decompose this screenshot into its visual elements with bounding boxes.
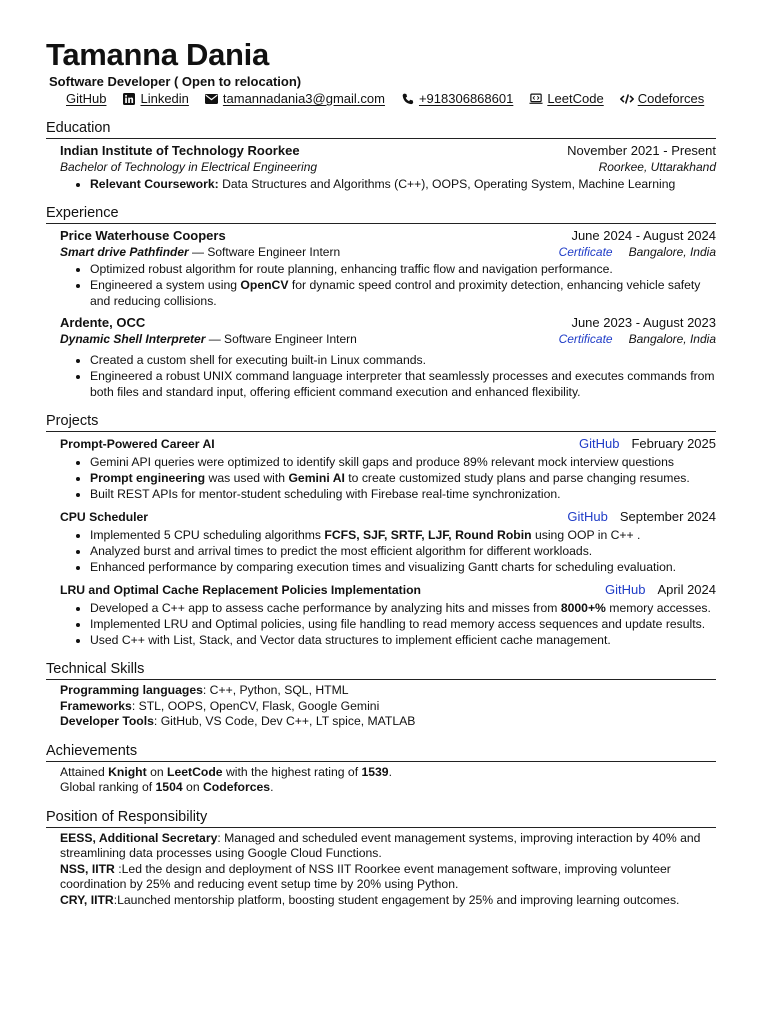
experience-dates: June 2024 - August 2024 [571, 228, 716, 243]
bullet-text: Analyzed burst and arrival times to predict the most efficient algorithm for different workloads. [90, 544, 593, 558]
project-github-link[interactable]: GitHub [604, 582, 646, 597]
education-location: Roorkee, Uttarakhand [598, 160, 716, 174]
contact-phone[interactable] [401, 90, 513, 107]
bullet-bold-text: OpenCV [240, 278, 289, 292]
certificate-link[interactable]: Certificate [558, 332, 613, 346]
degree: Bachelor of Technology in Electrical Engineering [60, 160, 318, 174]
contact-leetcode[interactable] [529, 90, 603, 107]
achievement-text: with the highest rating of [222, 764, 362, 779]
institution-name: Indian Institute of Technology Roorkee [60, 143, 300, 158]
contact-bar [48, 90, 716, 107]
list-item [90, 527, 716, 543]
achievement-text: on [146, 764, 168, 779]
achievement-line [60, 765, 716, 781]
list-item [90, 486, 716, 502]
bullet-text: Engineered a robust UNIX command language interpreter that seamlessly processes and executes commands from both files and standard input, offering efficient command execution and enhanced flexibility. [90, 369, 715, 399]
responsibility-label: NSS, IITR [60, 861, 115, 876]
achievement-bold-text: Codeforces [203, 780, 271, 794]
bullet-bold-text: 8000+% [560, 601, 606, 615]
education-section [46, 119, 716, 192]
achievement-text: Global ranking of [60, 780, 156, 794]
project-meta [579, 435, 716, 452]
bullet-text: Used C++ with List, Stack, and Vector data structures to implement efficient cache management. [90, 633, 611, 647]
achievements-section [46, 742, 716, 796]
responsibility-label: CRY, IITR [60, 892, 114, 907]
project-title: LRU and Optimal Cache Replacement Policies Implementation [60, 583, 421, 597]
skill-label: Developer Tools [60, 714, 154, 728]
bullet-bold-text: FCFS, SJF, SRTF, LJF, Round Robin [324, 528, 532, 542]
role-title: — Software Engineer Intern [205, 332, 357, 346]
bullet-text: was used with [205, 471, 289, 485]
experience-meta [559, 244, 716, 260]
bullet-text: for dynamic speed control and proximity detection, enhancing vehicle safety and reducing collisions. [90, 278, 701, 308]
bullet-text: Optimized robust algorithm for route planning, enhancing traffic flow and navigation performance. [90, 262, 613, 276]
experience-location: Bangalore, India [628, 245, 716, 259]
candidate-name: Tamanna Dania [46, 37, 269, 72]
experience-bullets [60, 261, 716, 309]
company-name: Ardente, OCC [60, 315, 146, 330]
experience-subheader [60, 244, 716, 260]
responsibility-line [60, 862, 716, 893]
bullet-text: Enhanced performance by comparing execution times and visualizing Gantt charts for scheduling evaluation. [90, 560, 677, 574]
responsibility-heading: Position of Responsibility [46, 808, 716, 828]
education-heading: Education [46, 119, 716, 139]
skill-value: : STL, OOPS, OpenCV, Flask, Google Gemini [131, 698, 380, 713]
projects-heading: Projects [46, 412, 716, 432]
company-name: Price Waterhouse Coopers [60, 228, 226, 243]
project-name: Dynamic Shell Interpreter [60, 332, 206, 346]
project-github-link[interactable]: GitHub [567, 509, 608, 524]
contact-linkedin-link[interactable]: Linkedin [140, 91, 189, 106]
project-entry [60, 508, 716, 575]
experience-list [46, 227, 716, 400]
responsibility-section [46, 808, 716, 909]
skills-section [46, 660, 716, 730]
bullet-text: using OOP in C++ . [531, 528, 641, 542]
projects-list [46, 435, 716, 648]
experience-dates: June 2023 - August 2023 [571, 315, 716, 330]
linkedin-icon [122, 92, 136, 105]
project-title: CPU Scheduler [60, 510, 149, 524]
list-item [90, 600, 716, 616]
education-entry [60, 142, 716, 192]
bullet-text: Built REST APIs for mentor-student scheduling with Firebase real-time synchronization. [90, 487, 561, 501]
responsibility-value: : Managed and scheduled event management systems, improving interaction by 40% and streamlining data processes using Google Cloud Functions. [60, 830, 701, 860]
achievement-text: on [182, 780, 203, 794]
skills-list [60, 683, 716, 730]
experience-header [60, 314, 716, 331]
project-bullets [60, 527, 716, 575]
bullet-bold-text: Gemini AI [288, 471, 345, 485]
project-header [60, 508, 716, 526]
certificate-link[interactable]: Certificate [558, 245, 613, 259]
skills-heading: Technical Skills [46, 660, 716, 680]
responsibility-line [60, 893, 716, 909]
skill-label: Frameworks [60, 698, 132, 713]
experience-meta [559, 331, 716, 347]
achievement-bold-text: LeetCode [167, 764, 223, 779]
list-item [90, 277, 716, 309]
bullet-text: Engineered a system using [90, 278, 241, 292]
experience-subheader [60, 331, 716, 347]
skill-value: : GitHub, VS Code, Dev C++, LT spice, MATLAB [153, 714, 416, 728]
experience-location: Bangalore, India [628, 332, 716, 346]
achievement-text: . [270, 780, 274, 794]
achievement-bold-text: 1539 [361, 764, 389, 779]
skill-value: : C++, Python, SQL, HTML [202, 683, 349, 697]
list-item [90, 559, 716, 575]
coursework-label: Relevant Coursework: [90, 177, 219, 191]
contact-linkedin[interactable] [122, 90, 188, 107]
contact-github[interactable] [48, 90, 106, 107]
skill-line [60, 683, 716, 699]
education-dates: November 2021 - Present [567, 143, 716, 158]
project-entry [60, 581, 716, 648]
responsibility-value: :Launched mentorship platform, boosting student engagement by 25% and improving learning outcomes. [113, 892, 680, 907]
list-item [90, 261, 716, 277]
project-title: Prompt-Powered Career AI [60, 437, 215, 451]
coursework-text: Data Structures and Algorithms (C++), OOPS, Operating System, Machine Learning [218, 177, 676, 191]
experience-entry [60, 314, 716, 400]
responsibility-line [60, 831, 716, 862]
bullet-text: Created a custom shell for executing built-in Linux commands. [90, 353, 426, 367]
contact-codeforces-link[interactable]: Codeforces [637, 91, 705, 106]
achievement-text: . [388, 764, 392, 779]
bullet-text: Implemented 5 CPU scheduling algorithms [90, 528, 325, 542]
role-title: — Software Engineer Intern [188, 245, 341, 259]
list-item [90, 176, 716, 192]
contact-github-link[interactable]: GitHub [66, 91, 107, 106]
list-item [90, 632, 716, 648]
phone-icon [401, 92, 415, 105]
skill-line [60, 714, 716, 730]
bullet-text: Implemented LRU and Optimal policies, using file handling to read memory access sequences and update results. [90, 617, 706, 631]
achievement-bold-text: Knight [108, 764, 147, 779]
project-bullets [60, 454, 716, 502]
achievement-bold-text: 1504 [155, 780, 183, 794]
achievements-list [60, 765, 716, 796]
responsibility-list [60, 831, 716, 909]
code-icon [620, 92, 634, 105]
project-name: Smart drive Pathfinder [60, 245, 189, 259]
candidate-role: Software Developer ( Open to relocation) [49, 74, 302, 89]
list-item [90, 616, 716, 632]
experience-role [60, 244, 340, 260]
project-meta [567, 508, 716, 525]
list-item [90, 368, 716, 400]
responsibility-value: :Led the design and deployment of NSS IIT Roorkee event management software, improving volunteer coordination by 25% and reducing event setup time by 20% using Python. [60, 861, 671, 891]
experience-bullets [60, 352, 716, 400]
project-date: February 2025 [631, 436, 716, 451]
experience-role [60, 331, 357, 347]
achievement-text: Attained [60, 764, 109, 779]
github-icon [48, 92, 62, 105]
project-date: September 2024 [619, 509, 716, 524]
project-header [60, 581, 716, 599]
responsibility-label: EESS, Additional Secretary [60, 830, 218, 845]
project-meta [605, 581, 716, 598]
project-header [60, 435, 716, 453]
achievements-heading: Achievements [46, 742, 716, 762]
bullet-bold-text: Prompt engineering [90, 471, 206, 485]
envelope-icon [205, 92, 219, 105]
skill-label: Programming languages [60, 683, 203, 697]
project-github-link[interactable]: GitHub [578, 436, 620, 451]
contact-codeforces[interactable] [620, 90, 704, 107]
list-item [90, 454, 716, 470]
project-entry [60, 435, 716, 502]
list-item [90, 352, 716, 368]
contact-email[interactable] [205, 90, 385, 107]
contact-email-link[interactable]: tamannadania3@gmail.com [222, 91, 385, 106]
bullet-text: to create customized study plans and parse changing resumes. [344, 471, 690, 485]
coursework-list [60, 176, 716, 192]
experience-section [46, 204, 716, 400]
bullet-text: memory accesses. [605, 601, 711, 615]
contact-phone-link[interactable]: +918306868601 [418, 91, 514, 106]
list-item [90, 543, 716, 559]
contact-leetcode-link[interactable]: LeetCode [547, 91, 604, 106]
list-item [90, 470, 716, 486]
skill-line [60, 699, 716, 715]
experience-entry [60, 227, 716, 309]
projects-section [46, 412, 716, 648]
achievement-line [60, 780, 716, 796]
bullet-text: Developed a C++ app to assess cache performance by analyzing hits and misses from [90, 601, 561, 615]
bullet-text: Gemini API queries were optimized to identify skill gaps and produce 89% relevant mock interview questions [90, 455, 674, 469]
project-bullets [60, 600, 716, 648]
project-date: April 2024 [657, 582, 716, 597]
experience-header [60, 227, 716, 244]
laptop-code-icon [529, 92, 543, 105]
experience-heading: Experience [46, 204, 716, 224]
